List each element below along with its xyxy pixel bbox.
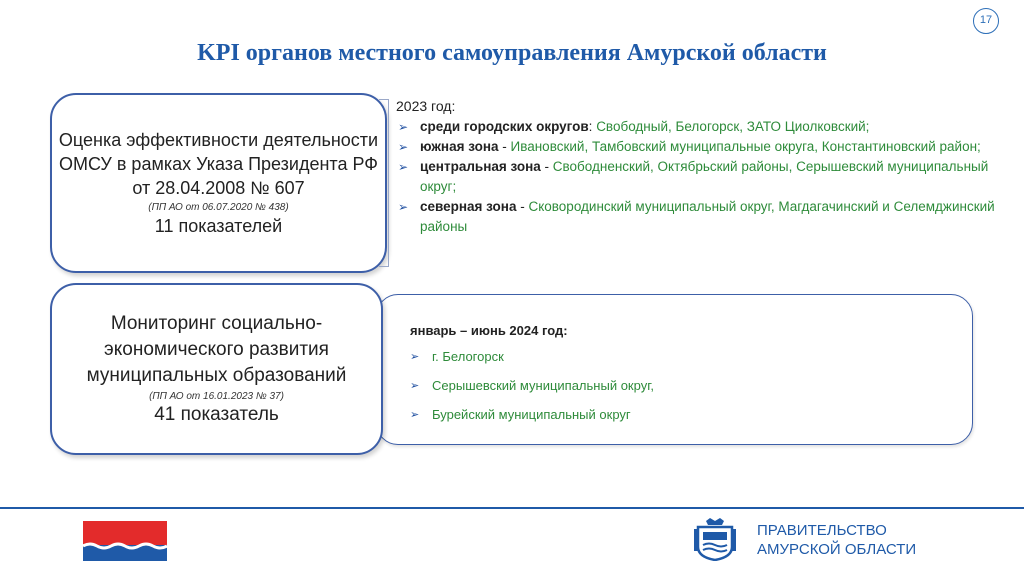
zone-places: Свободный, Белогорск, ЗАТО Циолковский; (596, 119, 870, 134)
zone-label: южная зона (420, 139, 499, 154)
card-efficiency-title: Оценка эффективности деятельности ОМСУ в рамках Указа Президента РФ от 28.04.2008 № 607 (58, 130, 379, 198)
bracket-divider (379, 99, 389, 267)
list-item (396, 137, 996, 157)
panel-2023-list (396, 117, 996, 237)
zone-label: северная зона (420, 199, 517, 214)
list-item (410, 405, 654, 434)
card-monitoring-count: 41 показатель (154, 404, 279, 425)
panel-2023-heading: 2023 год: (396, 98, 456, 114)
arrow-bullet-icon: ➢ (410, 380, 420, 392)
zone-places: Сковородинский муниципальный округ, Магдагачинский и Селемджинский районы (420, 199, 995, 234)
card-socioeconomic-monitoring (50, 283, 383, 455)
zone-separator: - (540, 159, 553, 174)
list-item (396, 197, 996, 237)
card-efficiency-count: 11 показателей (154, 216, 283, 236)
page-title: KPI органов местного самоуправления Амурской области (197, 40, 827, 66)
zone-separator: : (588, 119, 597, 134)
panel-2024-heading: январь – июнь 2024 год: (410, 323, 568, 338)
arrow-bullet-icon: ➢ (398, 200, 409, 214)
card-monitoring-note: (ПП АО от 16.01.2023 № 37) (149, 391, 284, 402)
list-item (396, 157, 996, 197)
zone-label: среди городских округов (420, 119, 589, 134)
zone-separator: - (498, 139, 511, 154)
zone-separator: - (516, 199, 529, 214)
card-monitoring-title: Мониторинг социально- экономического развития муниципальных образований (86, 313, 347, 386)
municipality-name: Серышевский муниципальный округ, (432, 378, 654, 393)
card-efficiency-note: (ПП АО от 06.07.2020 № 438) (148, 202, 289, 213)
zone-places: Свободненский, Октябрьский районы, Серышевский муниципальный округ; (420, 159, 989, 194)
municipality-name: Бурейский муниципальный округ (432, 407, 631, 422)
panel-2024 (376, 294, 973, 445)
panel-2023 (396, 98, 996, 237)
page-number: 17 (973, 8, 999, 34)
arrow-bullet-icon: ➢ (410, 409, 420, 421)
list-item (396, 117, 996, 137)
arrow-bullet-icon: ➢ (398, 140, 409, 154)
list-item (410, 347, 654, 376)
arrow-bullet-icon: ➢ (398, 120, 409, 134)
card-efficiency-assessment (50, 93, 387, 273)
footer-divider (0, 507, 1024, 509)
panel-2024-list (410, 347, 654, 434)
zone-label: центральная зона (420, 159, 541, 174)
zone-places: Ивановский, Тамбовский муниципальные округа, Константиновский район; (510, 139, 981, 154)
government-name: ПРАВИТЕЛЬСТВО АМУРСКОЙ ОБЛАСТИ (757, 522, 917, 558)
list-item (410, 376, 654, 405)
arrow-bullet-icon: ➢ (398, 160, 409, 174)
municipality-name: г. Белогорск (432, 349, 504, 364)
amur-coat-of-arms-icon (692, 517, 738, 561)
arrow-bullet-icon: ➢ (410, 351, 420, 363)
amur-flag-icon (83, 521, 167, 561)
